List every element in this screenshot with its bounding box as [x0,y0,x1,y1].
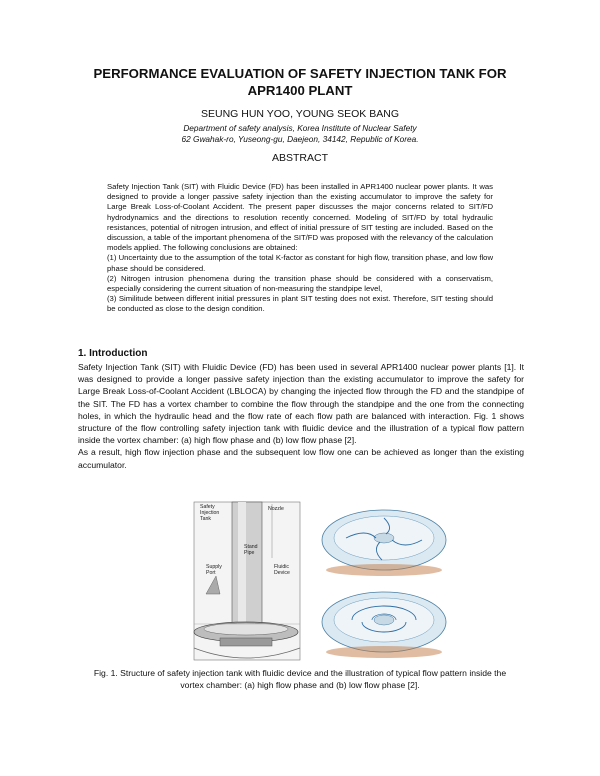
introduction-body [78,361,524,471]
label-supply: Supply [206,564,222,570]
abstract-paragraph: Safety Injection Tank (SIT) with Fluidic Device (FD) has been installed in APR1400 nuclear power plants. It was designed to provide a longer passive safety injection than the existing accumulator to improve the safety for Large Break Loss-of-Coolant Accident. The present paper discusses the major concerns related to SIT/FD hydrodynamics and the directions to resolution recently concerned. Modeling of SIT/FD by total hydraulic resistances, potential of nitrogen intrusion, and effect of initial pressure of SIT testing are included. Based on the discussion, a table of the important phenomena of the SIT/FD was proposed with the relevancy of the calculation models applied. The following conclusions are obtained: [107,182,493,253]
intro-paragraph-2: As a result, high flow injection phase and the subsequent low flow one can be achieved as longer than the existing accumulator. [78,447,524,470]
label-device: Device [274,570,290,576]
conclusion-1: (1) Uncertainty due to the assumption of the total K-factor as constant for high flow, transition phase, and low flow phase should be considered. [107,253,493,273]
label-nozzle: Nozzle [268,506,284,512]
conclusion-2: (2) Nitrogen intrusion phenomena during the transition phase should be considered with a conservatism, especially considering the current situation of non-measuring the standpipe level, [107,273,493,294]
authors: SEUNG HUN YOO, YOUNG SEOK BANG [201,108,399,120]
label-tank: Tank [200,516,211,522]
conclusion-3: (3) Similitude between different initial pressures in plant SIT testing does not exist. Therefore, SIT testing should be conducted as close to the design condition. [107,294,493,314]
figure-1 [176,498,466,666]
abstract-body [107,182,493,315]
title-line-2: APR1400 PLANT [247,83,353,98]
paper-title [60,65,540,99]
label-stand: Stand [244,544,258,550]
label-fluidic: Fluidic [274,564,289,570]
affiliation-line-2: 62 Gwahak-ro, Yuseong-gu, Daejeon, 34142, Republic of Korea. [181,134,419,144]
label-port: Port [206,570,216,576]
tank-cutaway-drawing [194,502,300,660]
label-injection: Injection [200,510,220,516]
intro-paragraph-1: Safety Injection Tank (SIT) with Fluidic Device (FD) has been used in several APR1400 nuclear power plants [1]. It was designed to provide a longer passive safety injection than the existing accumulator to improve the safety for Large Break Loss-of-Coolant Accident (LBLOCA) by changing the injected flow through the FD and the standpipe of the SIT. The FD has a vortex chamber to combine the flow through the standpipe and the one from the connecting holes, in which the hydraulic head and the flow rate of each flow path are balanced with interaction. Fig. 1 shows structure of the flow controlling safety injection tank with fluidic device and the illustration of a typical flow pattern inside the vortex chamber: (a) high flow phase and (b) low flow phase [2]. [78,362,524,446]
figure-1-illustration [176,498,466,666]
abstract-heading: ABSTRACT [271,152,328,164]
vortex-chamber-low-flow [322,592,446,658]
stand-pipe-shape [232,502,262,624]
title-line-1: PERFORMANCE EVALUATION OF SAFETY INJECTION TANK FOR [93,66,507,81]
label-safety: Safety [200,504,215,510]
vortex-chamber-high-flow [322,510,446,576]
affiliation-line-1: Department of safety analysis, Korea Institute of Nuclear Safety [183,123,417,133]
figure-1-caption: Fig. 1. Structure of safety injection tank with fluidic device and the illustration of typical flow pattern inside the vortex chamber: (a) high flow phase and (b) low flow phase [2]. [93,668,507,690]
section-heading-introduction: 1. Introduction [78,348,148,359]
label-pipe: Pipe [244,550,255,556]
